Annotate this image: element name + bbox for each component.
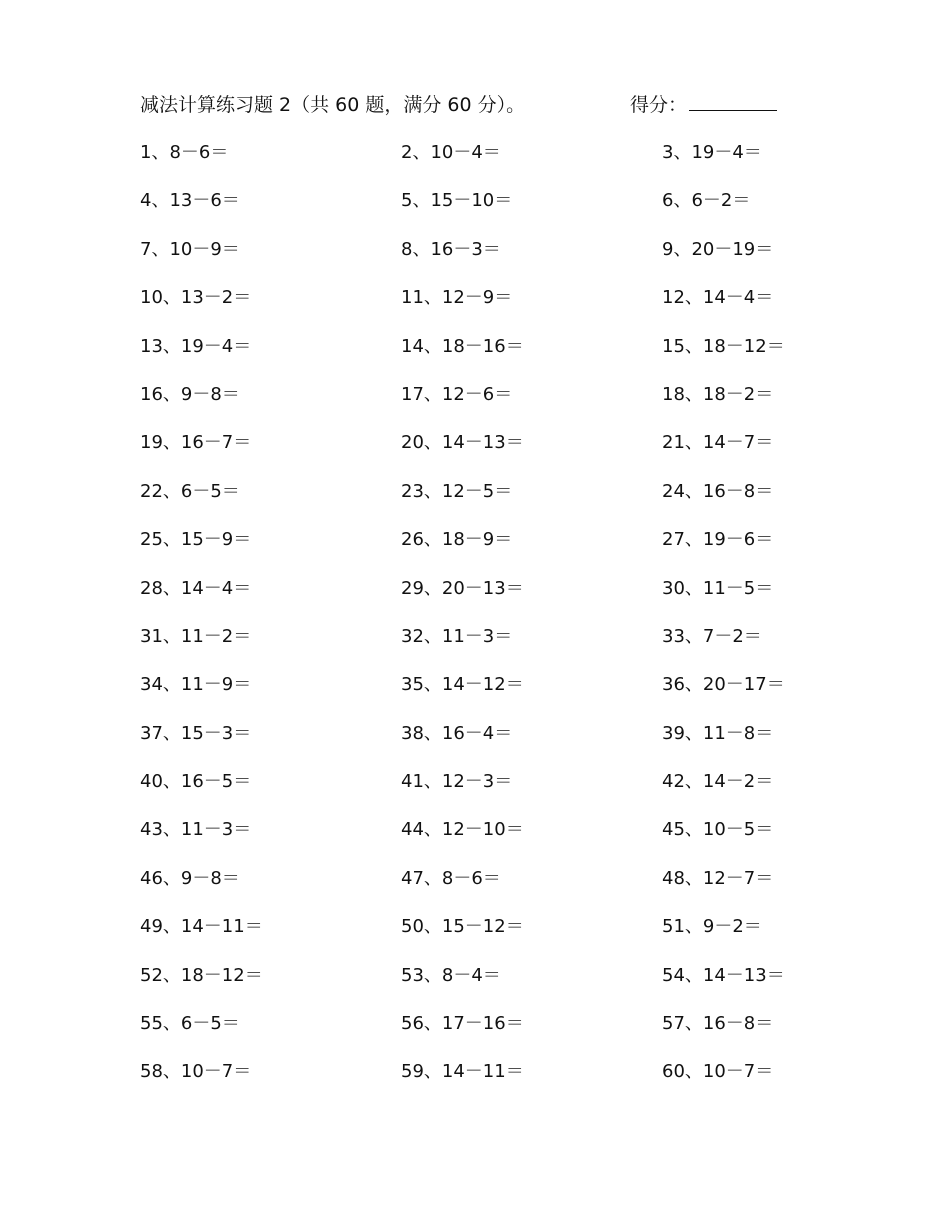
problem-item: 50、15－12＝ bbox=[401, 916, 524, 938]
problem-item: 43、11－3＝ bbox=[140, 819, 252, 841]
problem-item: 56、17－16＝ bbox=[401, 1013, 524, 1035]
problem-item: 49、14－11＝ bbox=[140, 916, 263, 938]
problem-item: 4、13－6＝ bbox=[140, 190, 240, 212]
problem-item: 5、15－10＝ bbox=[401, 190, 513, 212]
problem-item: 22、6－5＝ bbox=[140, 480, 240, 502]
problem-item: 47、8－6＝ bbox=[401, 867, 501, 889]
problem-item: 60、10－7＝ bbox=[662, 1061, 774, 1083]
worksheet-header bbox=[140, 90, 820, 120]
score-blank-line[interactable] bbox=[689, 90, 777, 111]
problem-item: 8、16－3＝ bbox=[401, 238, 501, 260]
problem-item: 1、8－6＝ bbox=[140, 142, 229, 163]
problem-item: 59、14－11＝ bbox=[401, 1061, 524, 1083]
problem-item: 12、14－4＝ bbox=[662, 287, 774, 309]
problem-item: 52、18－12＝ bbox=[140, 964, 263, 986]
problem-item: 51、9－2＝ bbox=[662, 916, 762, 938]
problem-item: 19、16－7＝ bbox=[140, 432, 252, 454]
worksheet-title: 减法计算练习题 2（共 60 题，满分 60 分）。 bbox=[140, 94, 526, 116]
problem-item: 24、16－8＝ bbox=[662, 480, 774, 502]
problem-item: 20、14－13＝ bbox=[401, 432, 524, 454]
problem-item: 31、11－2＝ bbox=[140, 625, 252, 647]
problem-item: 23、12－5＝ bbox=[401, 480, 513, 502]
problem-grid bbox=[140, 138, 820, 1106]
problem-item: 26、18－9＝ bbox=[401, 529, 513, 551]
problem-item: 35、14－12＝ bbox=[401, 674, 524, 696]
problem-item: 48、12－7＝ bbox=[662, 867, 774, 889]
problem-item: 13、19－4＝ bbox=[140, 335, 252, 357]
problem-item: 7、10－9＝ bbox=[140, 238, 240, 260]
problem-item: 53、8－4＝ bbox=[401, 964, 501, 986]
problem-item: 45、10－5＝ bbox=[662, 819, 774, 841]
problem-item: 42、14－2＝ bbox=[662, 771, 774, 793]
problem-item: 34、11－9＝ bbox=[140, 674, 252, 696]
problem-item: 2、10－4＝ bbox=[401, 142, 501, 163]
problem-item: 57、16－8＝ bbox=[662, 1013, 774, 1035]
problem-item: 14、18－16＝ bbox=[401, 335, 524, 357]
problem-item: 3、19－4＝ bbox=[662, 142, 762, 163]
problem-item: 11、12－9＝ bbox=[401, 287, 513, 309]
problem-item: 44、12－10＝ bbox=[401, 819, 524, 841]
problem-item: 28、14－4＝ bbox=[140, 577, 252, 599]
problem-item: 16、9－8＝ bbox=[140, 383, 240, 405]
problem-item: 41、12－3＝ bbox=[401, 771, 513, 793]
problem-item: 33、7－2＝ bbox=[662, 625, 762, 647]
score-label: 得分： bbox=[630, 94, 688, 116]
problem-item: 15、18－12＝ bbox=[662, 335, 785, 357]
problem-item: 17、12－6＝ bbox=[401, 383, 513, 405]
problem-item: 55、6－5＝ bbox=[140, 1013, 240, 1035]
problem-item: 36、20－17＝ bbox=[662, 674, 785, 696]
problem-item: 9、20－19＝ bbox=[662, 238, 774, 260]
problem-item: 40、16－5＝ bbox=[140, 771, 252, 793]
problem-item: 58、10－7＝ bbox=[140, 1061, 252, 1083]
problem-item: 6、6－2＝ bbox=[662, 190, 751, 212]
problem-item: 10、13－2＝ bbox=[140, 287, 252, 309]
problem-item: 46、9－8＝ bbox=[140, 867, 240, 889]
problem-item: 27、19－6＝ bbox=[662, 529, 774, 551]
problem-item: 39、11－8＝ bbox=[662, 722, 774, 744]
score-field bbox=[630, 90, 777, 120]
problem-item: 38、16－4＝ bbox=[401, 722, 513, 744]
problem-item: 37、15－3＝ bbox=[140, 722, 252, 744]
problem-item: 32、11－3＝ bbox=[401, 625, 513, 647]
problem-item: 30、11－5＝ bbox=[662, 577, 774, 599]
problem-item: 54、14－13＝ bbox=[662, 964, 785, 986]
problem-item: 21、14－7＝ bbox=[662, 432, 774, 454]
problem-item: 25、15－9＝ bbox=[140, 529, 252, 551]
problem-item: 18、18－2＝ bbox=[662, 383, 774, 405]
problem-item: 29、20－13＝ bbox=[401, 577, 524, 599]
